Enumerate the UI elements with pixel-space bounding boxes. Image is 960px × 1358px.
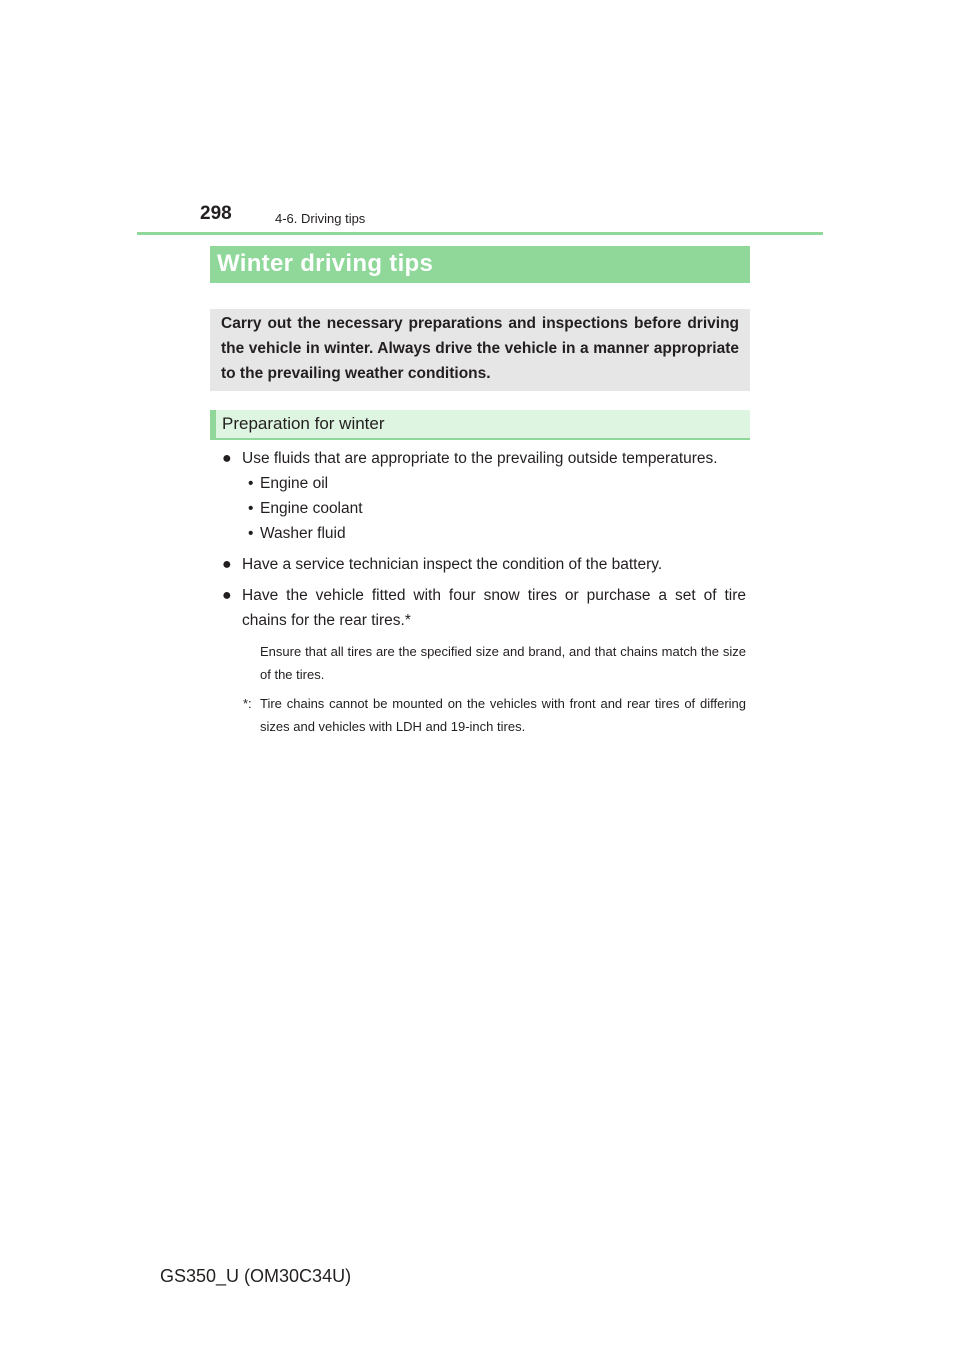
- header-rule: [137, 232, 823, 235]
- sub-item: [248, 471, 328, 496]
- sub-bullet-icon: •: [248, 500, 254, 517]
- intro-box: [210, 309, 750, 391]
- subheading-bar: [210, 410, 750, 440]
- subheading: Preparation for winter: [222, 414, 385, 433]
- page-title: Winter driving tips: [217, 250, 434, 277]
- sub-item: [248, 496, 363, 521]
- note-text: Ensure that all tires are the specified size and brand, and that chains match the size of the tires.: [260, 644, 746, 682]
- sub-item: [248, 521, 346, 546]
- title-bar: [210, 246, 750, 283]
- sub-bullet-icon: •: [248, 525, 254, 542]
- bullet-icon: ●: [222, 587, 232, 604]
- footer-model-code: GS350_U (OM30C34U): [160, 1266, 352, 1286]
- section-label: 4-6. Driving tips: [275, 211, 366, 226]
- footnote-mark: *:: [243, 696, 252, 711]
- page-header: [0, 0, 960, 240]
- intro-text: Carry out the necessary preparations and inspections before driving the vehicle in winter. Always drive the vehicle in a manner appropriate to the prevailing weather conditions.: [221, 315, 739, 382]
- bullet-icon: ●: [222, 450, 232, 467]
- page-number: 298: [200, 203, 232, 224]
- bullet-text: Have a service technician inspect the condition of the battery.: [242, 556, 663, 573]
- sub-bullet-icon: •: [248, 475, 254, 492]
- sub-item-text: Washer fluid: [260, 525, 346, 542]
- footnote-text: Tire chains cannot be mounted on the vehicles with front and rear tires of differing sizes and vehicles with LDH and 19-inch tires.: [260, 696, 746, 734]
- bullet-icon: ●: [222, 556, 232, 573]
- bullet-text: Use fluids that are appropriate to the prevailing outside temperatures.: [242, 450, 718, 467]
- sub-item-text: Engine coolant: [260, 500, 363, 517]
- bullet-text: Have the vehicle fitted with four snow tires or purchase a set of tire chains for the rear tires.*: [242, 587, 746, 629]
- sub-item-text: Engine oil: [260, 475, 329, 492]
